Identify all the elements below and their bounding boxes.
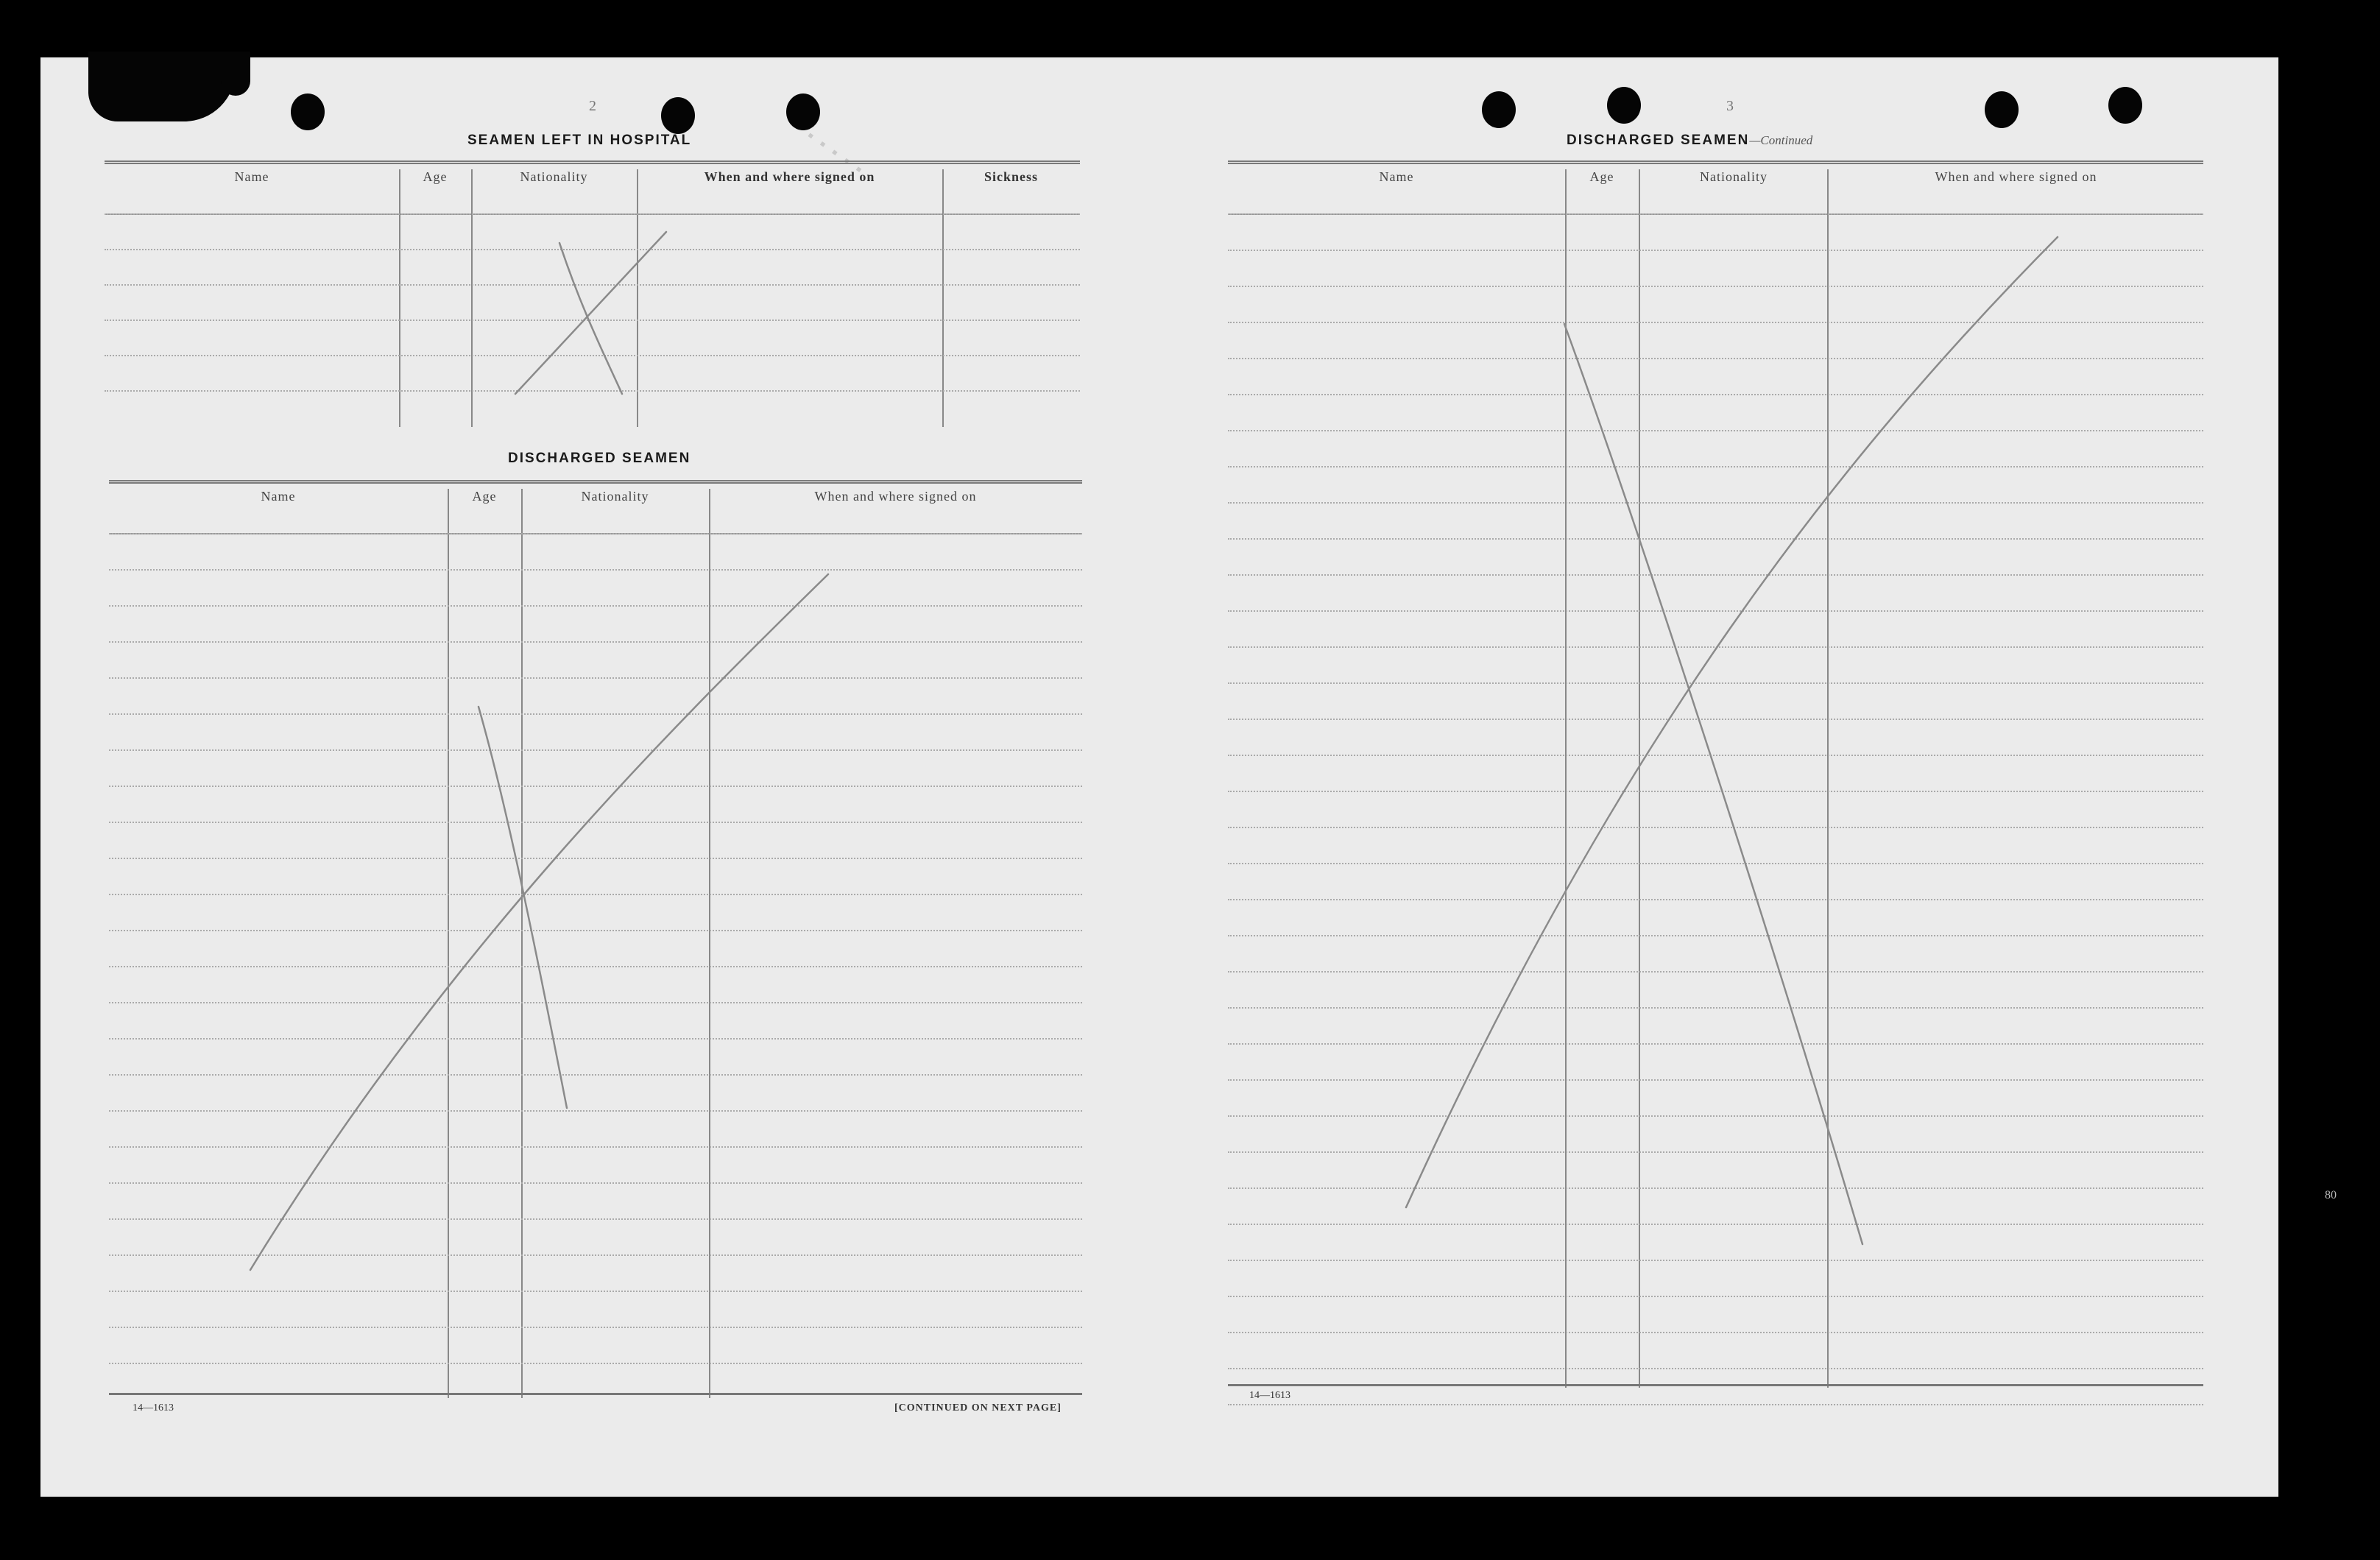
hospital-section-title: SEAMEN LEFT IN HOSPITAL <box>467 133 692 148</box>
page-number-left: 2 <box>589 98 596 114</box>
punch-hole <box>1607 87 1641 124</box>
column-header-signed-on: When and where signed on <box>704 169 875 184</box>
punch-hole <box>1482 91 1516 128</box>
punch-hole <box>661 97 695 134</box>
torn-corner-notch <box>221 52 250 96</box>
column-header-age: Age <box>1589 169 1614 184</box>
double-rule <box>109 480 1082 484</box>
column-header-signed-on: When and where signed on <box>1935 169 2097 184</box>
discharged-section-title-left: DISCHARGED SEAMEN <box>508 451 691 466</box>
double-rule <box>105 160 1080 164</box>
page-number-right: 3 <box>1726 98 1734 114</box>
column-header-name: Name <box>261 489 296 504</box>
punch-hole <box>291 93 325 130</box>
discharged-section-title-right <box>1567 133 1812 149</box>
punch-hole <box>1985 91 2019 128</box>
form-number-right: 14—1613 <box>1249 1390 1290 1401</box>
entry-lines <box>105 213 1080 426</box>
form-number-left: 14—1613 <box>133 1402 174 1413</box>
bottom-rule <box>1228 1384 2203 1386</box>
torn-corner <box>88 52 236 121</box>
column-header-name: Name <box>234 169 269 184</box>
punch-hole <box>2108 87 2142 124</box>
bottom-rule <box>109 1393 1082 1395</box>
column-header-name: Name <box>1379 169 1414 184</box>
column-header-age: Age <box>472 489 497 504</box>
double-rule <box>1228 160 2203 164</box>
continued-note: [CONTINUED ON NEXT PAGE] <box>894 1402 1062 1413</box>
column-header-sickness: Sickness <box>984 169 1039 184</box>
discharged-table-right <box>1228 160 2203 1386</box>
entry-lines <box>109 533 1082 1399</box>
faded-stamp: ▪ ▪ ▪ ▪ ▪ <box>803 126 869 180</box>
discharged-title: DISCHARGED SEAMEN <box>1567 133 1750 148</box>
punch-hole <box>786 93 820 130</box>
column-header-age: Age <box>423 169 448 184</box>
column-header-signed-on: When and where signed on <box>814 489 977 504</box>
entry-lines <box>1228 213 2203 1440</box>
column-header-nationality: Nationality <box>581 489 649 504</box>
column-header-nationality: Nationality <box>1700 169 1768 184</box>
continued-suffix: —Continued <box>1749 133 1813 147</box>
margin-mark: 80 <box>2325 1189 2337 1201</box>
column-header-nationality: Nationality <box>520 169 588 184</box>
discharged-table-left <box>109 480 1082 1397</box>
hospital-table <box>105 160 1080 429</box>
